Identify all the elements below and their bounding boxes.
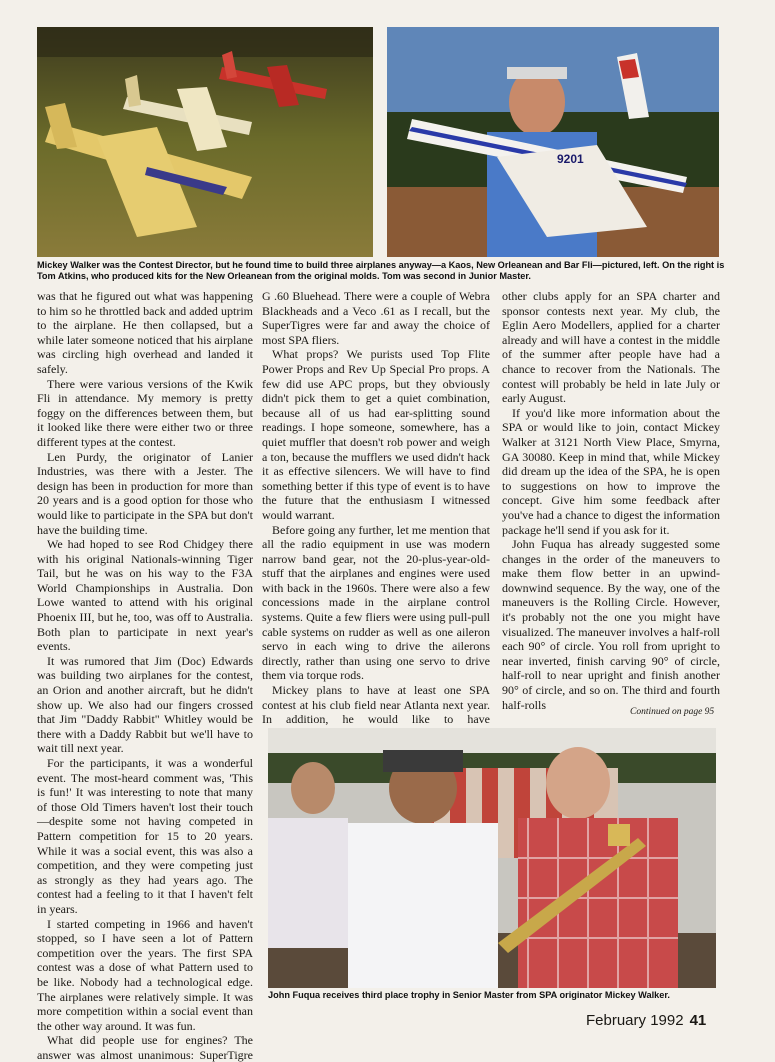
photo-caption-bottom: John Fuqua receives third place trophy in Senior Master from SPA originator Mickey Walker. (268, 990, 670, 1000)
paragraph: G .60 Bluehead. There were a couple of Webra Blackheads and a Veco .61 as I recall, but the SuperTigres were far and away the choice of most SPA fliers. (262, 289, 490, 347)
paragraph: other clubs apply for an SPA charter and sponsor contests next year. My club, the Eglin Aero Modellers, applied for a charter already and will have a contest in the middle of the summer after people have had a chance to recover from the Nationals. The contest will probably be held in late July or early August. (502, 289, 720, 406)
article-column-1 (37, 289, 253, 1062)
paragraph: What props? We purists used Top Flite Power Props and Rev Up Special Pro props. A few did use APC props, but they obviously didn't pick them to get a quiet combination, because all of us had ear-splitting sound readings. I hope someone, somewhere, has a quiet muffler that doesn't rob power and weigh a ton, because the mufflers we used didn't hack it as effective silencers. We will have to find something better if this type of event is to have the future that the enthusiasm I witnessed would warrant. (262, 347, 490, 522)
paragraph: was that he figured out what was happening to him so he throttled back and added uptrim to the airplane. He then collapsed, but a while later someone noticed that his airplane was circling high overhead and landed it safely. (37, 289, 253, 376)
photo-trophy-presentation (268, 728, 716, 988)
photo-model-airplanes (37, 27, 373, 257)
paragraph: I started competing in 1966 and haven't stopped, so I have seen a lot of Pattern competition over the years. The first SPA contest was a dose of what Pattern used to be like. Nobody had a technological edge. The airplanes were relatively simple. It was more competition within a social event than the other way around. It was fun. (37, 916, 253, 1033)
paragraph: Before going any further, let me mention that all the radio equipment in use was modern narrow band gear, not the 20-plus-year-old-stuff that the airplanes and engines were used with back in the 1960s. There were also a few concessions made in the airplane control systems. Quite a few fliers were using pull-pull cable systems on rudder as well as one aileron servo in each wing to drive the ailerons directly, rather than using one servo to drive them via torque rods. (262, 522, 490, 683)
issue-date: February 1992 (586, 1012, 684, 1029)
article-column-3 (502, 289, 720, 712)
page-footer (586, 1012, 706, 1029)
trophy-photo-art (268, 728, 716, 988)
plane-number: 9201 (557, 152, 584, 166)
airplanes-photo-art (37, 27, 373, 257)
article-column-2 (262, 289, 490, 727)
paragraph: There were various versions of the Kwik Fli in attendance. My memory is pretty foggy on the differences between them, but it looked like there were either two or three different types at the contest. (37, 376, 253, 449)
paragraph: For the participants, it was a wonderful event. The most-heard comment was, 'This is fun!' It was interesting to note that many of those Old Timers haven't lost their touch—despite some not having competed in Pattern competition for 15 to 20 years. While it was a social event, this was also a competition, and they were competing just as strongly as they had years ago. The contest had a feeling to it that I haven't felt in years. (37, 756, 253, 916)
paragraph: Len Purdy, the originator of Lanier Industries, was there with a Jester. The design has been in production for more than 20 years and is a good option for those who would like to participate in the SPA but don't have the building time. (37, 449, 253, 537)
continued-note: Continued on page 95 (630, 707, 715, 717)
paragraph: What did people use for engines? The answer was almost unanimous: SuperTigre (37, 1033, 253, 1062)
photo-tom-atkins (387, 27, 719, 257)
paragraph: Mickey plans to have at least one SPA contest at his club field near Atlanta next year. In addition, he would like to have (262, 683, 490, 727)
page-number: 41 (689, 1012, 707, 1029)
paragraph: If you'd like more information about the SPA or would like to join, contact Mickey Walker at 3121 North View Place, Smyrna, GA 30080. Keep in mind that, while Mickey did dream up the idea of the SPA, he is open to suggestions on how to improve the concept. Give him some feedback after you've had a chance to digest the information package he'll send if you ask for it. (502, 405, 720, 537)
photo-caption-top: Mickey Walker was the Contest Director, but he found time to build three airplanes anyway—a Kaos, New Orleanean and Bar Fli—pictured, left. On the right is Tom Atkins, who produced kits for the New Orleanean from the original molds. Tom was second in Junior Master. (37, 260, 725, 281)
man-with-plane-photo-art (387, 27, 719, 257)
paragraph: It was rumored that Jim (Doc) Edwards was building two airplanes for the contest, an Orion and another aircraft, but he didn't show up. We also had our fingers crossed that Jim "Daddy Rabbit" Whitley would be there with a Daddy Rabbit but we'll have to wait till next year. (37, 653, 253, 756)
paragraph: We had hoped to see Rod Chidgey there with his original Nationals-winning Tiger Tail, but he was on his way to the F3A World Championships in Australia. Don Lowe wanted to attend with his original Phoenix III, but he, too, was off to Australia. Both plan to participate in next year's events. (37, 537, 253, 654)
paragraph: John Fuqua has already suggested some changes in the order of the maneuvers to make them flow better in an upwind-downwind sequence. By the way, one of the maneuvers is the Rolling Circle. However, it's probably not the one you might have visualized. The maneuver involves a half-roll each 90° of circle. You roll from upright to near inverted, finish carving 90° of circle, half-roll to near upright and finish another 90° of circle, and so on. The third and fourth half-rolls (502, 537, 720, 712)
